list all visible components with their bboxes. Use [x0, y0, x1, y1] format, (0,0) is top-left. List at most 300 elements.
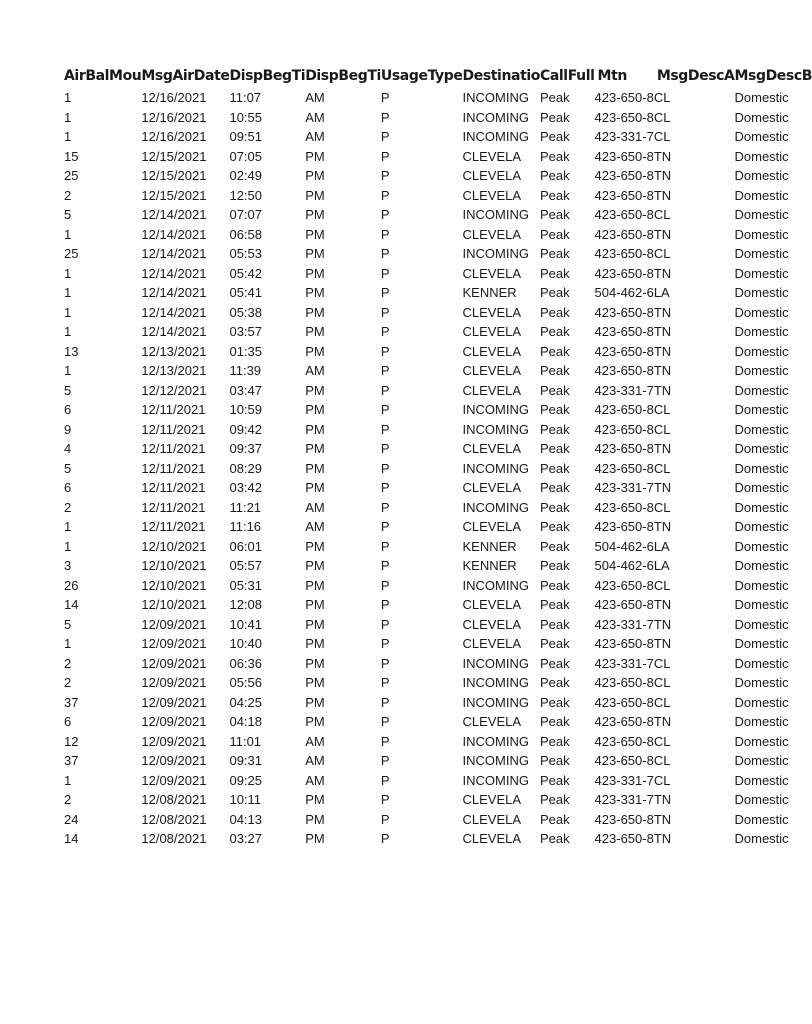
disp-beg-ampm-cell[interactable]: AM [305, 733, 325, 749]
msg-air-date-cell[interactable]: 12/15/2021 [141, 168, 207, 183]
msg-desc-a-cell[interactable]: CL [653, 246, 671, 261]
usage-type-cell[interactable]: P [380, 402, 390, 417]
destination-cell[interactable]: CLEVELA [462, 324, 522, 339]
disp-beg-ampm-cell[interactable]: PM [305, 694, 325, 710]
mtn-cell[interactable]: 423-650-8 [594, 421, 654, 437]
mtn-cell[interactable]: 423-331-7 [594, 382, 654, 398]
msg-desc-a-cell[interactable]: TN [653, 226, 672, 242]
destination-cell[interactable]: INCOMING [462, 694, 529, 710]
mtn-cell[interactable]: 423-650-8 [594, 363, 654, 378]
disp-beg-time-cell[interactable]: 12:08 [229, 597, 263, 612]
mtn-cell[interactable]: 423-650-8 [594, 577, 654, 593]
msg-desc-a-cell[interactable]: TN [653, 324, 672, 339]
msg-desc-b-cell[interactable]: Domestic [734, 129, 789, 144]
air-bal-cell[interactable]: 3 [64, 558, 72, 573]
usage-type-cell[interactable]: P [380, 460, 390, 476]
disp-beg-time-cell[interactable]: 10:55 [229, 109, 263, 125]
air-bal-cell[interactable]: 6 [64, 714, 72, 729]
air-bal-cell[interactable]: 1 [64, 363, 72, 378]
msg-desc-a-cell[interactable]: LA [653, 558, 670, 573]
msg-desc-b-cell[interactable]: Domestic [734, 441, 789, 456]
usage-type-cell[interactable]: P [380, 324, 390, 339]
msg-desc-b-cell[interactable]: Domestic [734, 460, 789, 476]
air-bal-cell[interactable]: 2 [64, 187, 72, 203]
destination-cell[interactable]: INCOMING [462, 421, 529, 437]
msg-desc-a-cell[interactable]: CL [653, 675, 671, 690]
destination-cell[interactable]: CLEVELA [462, 519, 522, 534]
air-bal-cell[interactable]: 12 [64, 733, 79, 749]
msg-desc-b-cell[interactable]: Domestic [734, 343, 789, 359]
destination-cell[interactable]: INCOMING [462, 772, 529, 788]
air-bal-cell[interactable]: 14 [64, 831, 79, 846]
disp-beg-ampm-cell[interactable]: AM [305, 90, 325, 105]
disp-beg-ampm-cell[interactable]: PM [305, 246, 325, 261]
usage-type-cell[interactable]: P [380, 811, 390, 827]
column-header[interactable]: MsgAirDate [141, 68, 230, 84]
column-header[interactable]: DispBegTi [305, 68, 381, 84]
disp-beg-time-cell[interactable]: 05:53 [229, 246, 263, 261]
msg-air-date-cell[interactable]: 12/10/2021 [141, 597, 207, 612]
msg-air-date-cell[interactable]: 12/09/2021 [141, 655, 207, 671]
msg-desc-a-cell[interactable]: TN [653, 597, 672, 612]
msg-desc-b-cell[interactable]: Domestic [734, 714, 789, 729]
disp-beg-ampm-cell[interactable]: PM [305, 343, 325, 359]
disp-beg-time-cell[interactable]: 10:40 [229, 636, 263, 651]
mtn-cell[interactable]: 423-650-8 [594, 207, 654, 222]
mtn-cell[interactable]: 423-650-8 [594, 831, 654, 846]
mtn-cell[interactable]: 423-650-8 [594, 597, 654, 612]
column-header[interactable]: Mtn [597, 68, 627, 84]
disp-beg-time-cell[interactable]: 12:50 [229, 187, 263, 203]
call-full-cell[interactable]: Peak [539, 753, 570, 768]
msg-desc-b-cell[interactable]: Domestic [734, 382, 789, 398]
destination-cell[interactable]: CLEVELA [462, 187, 522, 203]
msg-desc-b-cell[interactable]: Domestic [734, 148, 789, 164]
usage-type-cell[interactable]: P [380, 499, 390, 515]
usage-type-cell[interactable]: P [380, 636, 390, 651]
mtn-cell[interactable]: 504-462-6 [594, 558, 654, 573]
usage-type-cell[interactable]: P [380, 694, 390, 710]
destination-cell[interactable]: CLEVELA [462, 168, 522, 183]
disp-beg-time-cell[interactable]: 07:05 [229, 148, 263, 164]
destination-cell[interactable]: INCOMING [462, 753, 529, 768]
usage-type-cell[interactable]: P [380, 226, 390, 242]
disp-beg-ampm-cell[interactable]: AM [305, 753, 325, 768]
disp-beg-ampm-cell[interactable]: AM [305, 519, 325, 534]
msg-air-date-cell[interactable]: 12/14/2021 [141, 324, 207, 339]
usage-type-cell[interactable]: P [380, 168, 390, 183]
disp-beg-ampm-cell[interactable]: PM [305, 382, 325, 398]
msg-air-date-cell[interactable]: 12/14/2021 [141, 207, 207, 222]
msg-desc-b-cell[interactable]: Domestic [734, 675, 789, 690]
usage-type-cell[interactable]: P [380, 577, 390, 593]
msg-desc-b-cell[interactable]: Domestic [734, 90, 789, 105]
disp-beg-time-cell[interactable]: 09:51 [229, 129, 263, 144]
call-full-cell[interactable]: Peak [539, 460, 570, 476]
disp-beg-time-cell[interactable]: 01:35 [229, 343, 263, 359]
msg-air-date-cell[interactable]: 12/09/2021 [141, 675, 207, 690]
air-bal-cell[interactable]: 9 [64, 421, 72, 437]
msg-air-date-cell[interactable]: 12/14/2021 [141, 285, 207, 300]
call-full-cell[interactable]: Peak [539, 616, 570, 632]
disp-beg-ampm-cell[interactable]: PM [305, 168, 325, 183]
disp-beg-time-cell[interactable]: 10:11 [229, 792, 262, 807]
mtn-cell[interactable]: 423-650-8 [594, 90, 654, 105]
disp-beg-time-cell[interactable]: 06:58 [229, 226, 263, 242]
destination-cell[interactable]: INCOMING [462, 129, 529, 144]
call-full-cell[interactable]: Peak [539, 285, 570, 300]
msg-air-date-cell[interactable]: 12/12/2021 [141, 382, 207, 398]
air-bal-cell[interactable]: 1 [64, 519, 72, 534]
disp-beg-ampm-cell[interactable]: PM [305, 187, 325, 203]
call-full-cell[interactable]: Peak [539, 792, 570, 807]
disp-beg-time-cell[interactable]: 03:57 [229, 324, 263, 339]
call-full-cell[interactable]: Peak [539, 187, 570, 203]
msg-air-date-cell[interactable]: 12/09/2021 [141, 714, 207, 729]
air-bal-cell[interactable]: 15 [64, 148, 79, 164]
destination-cell[interactable]: CLEVELA [462, 714, 522, 729]
msg-desc-b-cell[interactable]: Domestic [734, 265, 789, 281]
disp-beg-time-cell[interactable]: 09:25 [229, 772, 263, 788]
disp-beg-time-cell[interactable]: 06:36 [229, 655, 263, 671]
msg-desc-a-cell[interactable]: TN [653, 148, 672, 164]
msg-desc-a-cell[interactable]: TN [653, 265, 672, 281]
mtn-cell[interactable]: 423-650-8 [594, 733, 654, 749]
destination-cell[interactable]: CLEVELA [462, 382, 522, 398]
msg-desc-a-cell[interactable]: TN [653, 811, 672, 827]
msg-air-date-cell[interactable]: 12/13/2021 [141, 343, 207, 359]
air-bal-cell[interactable]: 4 [64, 441, 72, 456]
call-full-cell[interactable]: Peak [539, 265, 570, 281]
call-full-cell[interactable]: Peak [539, 538, 570, 554]
mtn-cell[interactable]: 423-650-8 [594, 519, 654, 534]
call-full-cell[interactable]: Peak [539, 499, 570, 515]
air-bal-cell[interactable]: 5 [64, 460, 72, 476]
call-full-cell[interactable]: Peak [539, 577, 570, 593]
msg-desc-a-cell[interactable]: TN [653, 792, 672, 807]
disp-beg-ampm-cell[interactable]: AM [305, 109, 325, 125]
msg-desc-a-cell[interactable]: CL [653, 753, 671, 768]
usage-type-cell[interactable]: P [380, 148, 390, 164]
msg-desc-a-cell[interactable]: TN [653, 187, 672, 203]
air-bal-cell[interactable]: 1 [64, 304, 72, 320]
msg-air-date-cell[interactable]: 12/09/2021 [141, 636, 207, 651]
msg-desc-b-cell[interactable]: Domestic [734, 480, 789, 495]
msg-desc-b-cell[interactable]: Domestic [734, 519, 789, 534]
mtn-cell[interactable]: 423-650-8 [594, 636, 654, 651]
disp-beg-time-cell[interactable]: 03:47 [229, 382, 263, 398]
call-full-cell[interactable]: Peak [539, 363, 570, 378]
msg-desc-a-cell[interactable]: CL [653, 460, 671, 476]
mtn-cell[interactable]: 423-650-8 [594, 460, 654, 476]
destination-cell[interactable]: CLEVELA [462, 304, 522, 320]
mtn-cell[interactable]: 423-650-8 [594, 714, 654, 729]
disp-beg-ampm-cell[interactable]: PM [305, 636, 325, 651]
usage-type-cell[interactable]: P [380, 129, 390, 144]
call-full-cell[interactable]: Peak [539, 558, 570, 573]
call-full-cell[interactable]: Peak [539, 636, 570, 651]
mtn-cell[interactable]: 423-650-8 [594, 246, 654, 261]
msg-desc-b-cell[interactable]: Domestic [734, 577, 789, 593]
msg-air-date-cell[interactable]: 12/11/2021 [141, 480, 206, 495]
disp-beg-ampm-cell[interactable]: PM [305, 324, 325, 339]
msg-desc-b-cell[interactable]: Domestic [734, 168, 789, 183]
call-full-cell[interactable]: Peak [539, 519, 570, 534]
msg-air-date-cell[interactable]: 12/10/2021 [141, 577, 207, 593]
msg-desc-a-cell[interactable]: TN [653, 519, 672, 534]
msg-desc-b-cell[interactable]: Domestic [734, 187, 789, 203]
air-bal-cell[interactable]: 1 [64, 226, 72, 242]
usage-type-cell[interactable]: P [380, 343, 390, 359]
usage-type-cell[interactable]: P [380, 714, 390, 729]
disp-beg-time-cell[interactable]: 08:29 [229, 460, 263, 476]
usage-type-cell[interactable]: P [380, 382, 390, 398]
msg-desc-b-cell[interactable]: Domestic [734, 538, 789, 554]
msg-air-date-cell[interactable]: 12/09/2021 [141, 733, 207, 749]
destination-cell[interactable]: CLEVELA [462, 636, 522, 651]
destination-cell[interactable]: CLEVELA [462, 597, 522, 612]
msg-desc-a-cell[interactable]: TN [653, 382, 672, 398]
disp-beg-time-cell[interactable]: 05:41 [229, 285, 263, 300]
msg-desc-a-cell[interactable]: TN [653, 616, 672, 632]
disp-beg-ampm-cell[interactable]: PM [305, 207, 325, 222]
msg-air-date-cell[interactable]: 12/11/2021 [141, 499, 206, 515]
msg-air-date-cell[interactable]: 12/14/2021 [141, 246, 207, 261]
msg-desc-b-cell[interactable]: Domestic [734, 811, 789, 827]
call-full-cell[interactable]: Peak [539, 694, 570, 710]
call-full-cell[interactable]: Peak [539, 733, 570, 749]
mtn-cell[interactable]: 504-462-6 [594, 538, 654, 554]
call-full-cell[interactable]: Peak [539, 655, 570, 671]
call-full-cell[interactable]: Peak [539, 324, 570, 339]
msg-desc-b-cell[interactable]: Domestic [734, 558, 789, 573]
call-full-cell[interactable]: Peak [539, 109, 570, 125]
msg-air-date-cell[interactable]: 12/16/2021 [141, 129, 207, 144]
disp-beg-ampm-cell[interactable]: PM [305, 675, 325, 690]
disp-beg-ampm-cell[interactable]: PM [305, 577, 325, 593]
destination-cell[interactable]: CLEVELA [462, 616, 522, 632]
msg-desc-a-cell[interactable]: CL [653, 772, 671, 788]
msg-air-date-cell[interactable]: 12/08/2021 [141, 831, 207, 846]
usage-type-cell[interactable]: P [380, 90, 390, 105]
mtn-cell[interactable]: 423-331-7 [594, 129, 654, 144]
destination-cell[interactable]: INCOMING [462, 109, 529, 125]
disp-beg-time-cell[interactable]: 09:42 [229, 421, 263, 437]
destination-cell[interactable]: CLEVELA [462, 265, 522, 281]
disp-beg-ampm-cell[interactable]: PM [305, 285, 325, 300]
air-bal-cell[interactable]: 2 [64, 655, 72, 671]
disp-beg-ampm-cell[interactable]: PM [305, 421, 325, 437]
usage-type-cell[interactable]: P [380, 265, 390, 281]
disp-beg-time-cell[interactable]: 05:42 [229, 265, 263, 281]
mtn-cell[interactable]: 423-650-8 [594, 187, 654, 203]
column-header[interactable]: UsageType [380, 68, 463, 84]
destination-cell[interactable]: KENNER [462, 538, 517, 554]
msg-desc-b-cell[interactable]: Domestic [734, 421, 789, 437]
air-bal-cell[interactable]: 2 [64, 792, 72, 807]
msg-air-date-cell[interactable]: 12/14/2021 [141, 304, 207, 320]
call-full-cell[interactable]: Peak [539, 382, 570, 398]
mtn-cell[interactable]: 423-650-8 [594, 324, 654, 339]
msg-desc-a-cell[interactable]: CL [653, 694, 671, 710]
disp-beg-time-cell[interactable]: 03:42 [229, 480, 263, 495]
disp-beg-time-cell[interactable]: 06:01 [229, 538, 263, 554]
destination-cell[interactable]: INCOMING [462, 733, 529, 749]
usage-type-cell[interactable]: P [380, 792, 390, 807]
msg-desc-a-cell[interactable]: TN [653, 343, 672, 359]
disp-beg-time-cell[interactable]: 11:07 [229, 90, 262, 105]
destination-cell[interactable]: INCOMING [462, 246, 529, 261]
msg-desc-a-cell[interactable]: LA [653, 285, 670, 300]
msg-air-date-cell[interactable]: 12/09/2021 [141, 753, 207, 768]
mtn-cell[interactable]: 423-331-7 [594, 792, 654, 807]
mtn-cell[interactable]: 423-650-8 [594, 753, 654, 768]
usage-type-cell[interactable]: P [380, 207, 390, 222]
mtn-cell[interactable]: 423-331-7 [594, 616, 654, 632]
msg-desc-b-cell[interactable]: Domestic [734, 792, 789, 807]
msg-desc-a-cell[interactable]: TN [653, 714, 672, 729]
mtn-cell[interactable]: 423-650-8 [594, 148, 654, 164]
column-header[interactable]: DispBegTi [229, 68, 306, 84]
disp-beg-ampm-cell[interactable]: PM [305, 402, 325, 417]
call-full-cell[interactable]: Peak [539, 246, 570, 261]
usage-type-cell[interactable]: P [380, 675, 390, 690]
call-full-cell[interactable]: Peak [539, 421, 570, 437]
usage-type-cell[interactable]: P [380, 480, 390, 495]
disp-beg-ampm-cell[interactable]: PM [305, 148, 325, 164]
call-full-cell[interactable]: Peak [539, 343, 570, 359]
call-full-cell[interactable]: Peak [539, 441, 570, 456]
disp-beg-ampm-cell[interactable]: PM [305, 304, 325, 320]
usage-type-cell[interactable]: P [380, 772, 390, 788]
mtn-cell[interactable]: 423-331-7 [594, 480, 654, 495]
msg-air-date-cell[interactable]: 12/11/2021 [141, 460, 206, 476]
msg-air-date-cell[interactable]: 12/10/2021 [141, 538, 207, 554]
msg-desc-a-cell[interactable]: TN [653, 480, 672, 495]
air-bal-cell[interactable]: 1 [64, 285, 72, 300]
msg-desc-a-cell[interactable]: TN [653, 363, 672, 378]
disp-beg-ampm-cell[interactable]: PM [305, 226, 325, 242]
disp-beg-time-cell[interactable]: 05:57 [229, 558, 263, 573]
usage-type-cell[interactable]: P [380, 285, 390, 300]
msg-desc-a-cell[interactable]: CL [653, 655, 671, 671]
air-bal-cell[interactable]: 37 [64, 753, 79, 768]
call-full-cell[interactable]: Peak [539, 304, 570, 320]
call-full-cell[interactable]: Peak [539, 90, 570, 105]
usage-type-cell[interactable]: P [380, 304, 390, 320]
msg-air-date-cell[interactable]: 12/16/2021 [141, 109, 207, 125]
destination-cell[interactable]: CLEVELA [462, 480, 522, 495]
air-bal-cell[interactable]: 1 [64, 772, 72, 788]
call-full-cell[interactable]: Peak [539, 772, 570, 788]
disp-beg-ampm-cell[interactable]: AM [305, 129, 325, 144]
destination-cell[interactable]: INCOMING [462, 207, 529, 222]
mtn-cell[interactable]: 423-650-8 [594, 694, 654, 710]
destination-cell[interactable]: INCOMING [462, 460, 529, 476]
mtn-cell[interactable]: 423-650-8 [594, 402, 654, 417]
usage-type-cell[interactable]: P [380, 831, 390, 846]
disp-beg-ampm-cell[interactable]: PM [305, 558, 325, 573]
msg-air-date-cell[interactable]: 12/10/2021 [141, 558, 207, 573]
air-bal-cell[interactable]: 37 [64, 694, 79, 710]
msg-desc-a-cell[interactable]: CL [653, 402, 671, 417]
usage-type-cell[interactable]: P [380, 753, 390, 768]
disp-beg-time-cell[interactable]: 02:49 [229, 168, 263, 183]
msg-desc-a-cell[interactable]: LA [653, 538, 670, 554]
msg-air-date-cell[interactable]: 12/15/2021 [141, 148, 207, 164]
air-bal-cell[interactable]: 1 [64, 265, 72, 281]
destination-cell[interactable]: CLEVELA [462, 148, 522, 164]
disp-beg-time-cell[interactable]: 09:31 [229, 753, 263, 768]
destination-cell[interactable]: INCOMING [462, 675, 529, 690]
destination-cell[interactable]: INCOMING [462, 577, 529, 593]
mtn-cell[interactable]: 423-650-8 [594, 265, 654, 281]
column-header[interactable]: AirBalMou [64, 68, 142, 84]
mtn-cell[interactable]: 423-650-8 [594, 499, 654, 515]
usage-type-cell[interactable]: P [380, 421, 390, 437]
mtn-cell[interactable]: 504-462-6 [594, 285, 654, 300]
disp-beg-time-cell[interactable]: 05:56 [229, 675, 263, 690]
msg-desc-a-cell[interactable]: CL [653, 129, 671, 144]
msg-desc-b-cell[interactable]: Domestic [734, 207, 789, 222]
disp-beg-time-cell[interactable]: 03:27 [229, 831, 263, 846]
disp-beg-time-cell[interactable]: 10:59 [229, 402, 263, 417]
usage-type-cell[interactable]: P [380, 655, 390, 671]
disp-beg-time-cell[interactable]: 11:16 [229, 519, 262, 534]
destination-cell[interactable]: INCOMING [462, 655, 529, 671]
call-full-cell[interactable]: Peak [539, 148, 570, 164]
disp-beg-ampm-cell[interactable]: AM [305, 499, 325, 515]
msg-air-date-cell[interactable]: 12/08/2021 [141, 792, 207, 807]
air-bal-cell[interactable]: 13 [64, 343, 79, 359]
msg-desc-b-cell[interactable]: Domestic [734, 597, 789, 612]
msg-desc-a-cell[interactable]: TN [653, 441, 672, 456]
destination-cell[interactable]: CLEVELA [462, 343, 522, 359]
msg-desc-a-cell[interactable]: TN [653, 831, 672, 846]
msg-desc-b-cell[interactable]: Domestic [734, 772, 789, 788]
msg-desc-b-cell[interactable]: Domestic [734, 694, 789, 710]
disp-beg-ampm-cell[interactable]: PM [305, 616, 325, 632]
disp-beg-ampm-cell[interactable]: PM [305, 441, 325, 456]
air-bal-cell[interactable]: 1 [64, 109, 72, 125]
usage-type-cell[interactable]: P [380, 597, 390, 612]
air-bal-cell[interactable]: 5 [64, 207, 72, 222]
disp-beg-time-cell[interactable]: 10:41 [229, 616, 263, 632]
destination-cell[interactable]: INCOMING [462, 402, 529, 417]
disp-beg-ampm-cell[interactable]: PM [305, 460, 325, 476]
msg-desc-b-cell[interactable]: Domestic [734, 753, 789, 768]
msg-air-date-cell[interactable]: 12/14/2021 [141, 265, 207, 281]
destination-cell[interactable]: CLEVELA [462, 441, 522, 456]
destination-cell[interactable]: KENNER [462, 558, 517, 573]
msg-desc-b-cell[interactable]: Domestic [734, 616, 789, 632]
usage-type-cell[interactable]: P [380, 246, 390, 261]
msg-desc-a-cell[interactable]: CL [653, 499, 671, 515]
air-bal-cell[interactable]: 5 [64, 382, 72, 398]
msg-desc-b-cell[interactable]: Domestic [734, 246, 789, 261]
call-full-cell[interactable]: Peak [539, 714, 570, 729]
mtn-cell[interactable]: 423-650-8 [594, 811, 654, 827]
air-bal-cell[interactable]: 1 [64, 538, 72, 554]
msg-desc-b-cell[interactable]: Domestic [734, 499, 789, 515]
msg-desc-a-cell[interactable]: CL [653, 733, 671, 749]
usage-type-cell[interactable]: P [380, 363, 390, 378]
msg-air-date-cell[interactable]: 12/09/2021 [141, 772, 207, 788]
disp-beg-ampm-cell[interactable]: PM [305, 538, 325, 554]
msg-desc-a-cell[interactable]: TN [653, 168, 672, 183]
msg-desc-b-cell[interactable]: Domestic [734, 831, 789, 846]
air-bal-cell[interactable]: 25 [64, 246, 79, 261]
